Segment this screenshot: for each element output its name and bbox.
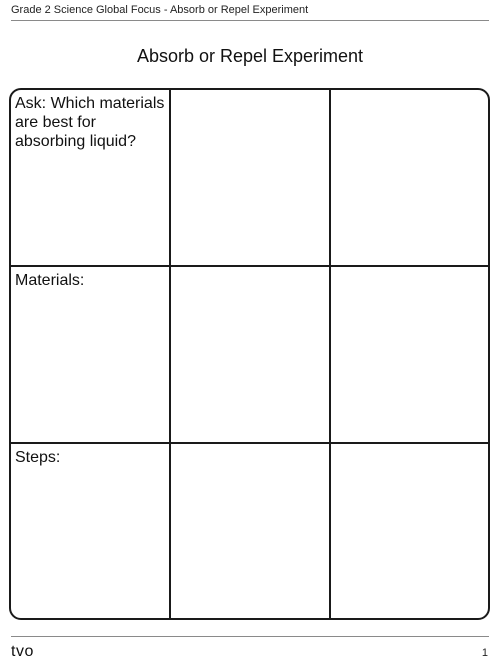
footer-divider xyxy=(11,636,489,637)
steps-response-cell-1[interactable] xyxy=(171,444,331,618)
ask-label-line-1: Ask: Which materials xyxy=(15,95,165,112)
tvo-logo: tvo xyxy=(11,643,34,660)
ask-label xyxy=(15,94,165,151)
steps-response-cell-2[interactable] xyxy=(331,444,488,618)
ask-label-line-2: are best for xyxy=(15,114,96,131)
materials-response-cell-2[interactable] xyxy=(331,267,488,444)
worksheet-grid xyxy=(9,88,490,620)
page-title: Absorb or Repel Experiment xyxy=(136,46,364,66)
running-title: Grade 2 Science Global Focus - Absorb or Repel Experiment xyxy=(11,4,309,16)
steps-label-cell xyxy=(11,444,171,618)
ask-label-cell xyxy=(11,90,171,267)
steps-label-line-1: Steps: xyxy=(15,449,61,466)
ask-response-cell-1[interactable] xyxy=(171,90,331,267)
steps-label xyxy=(15,448,165,467)
page-number: 1 xyxy=(481,647,488,659)
materials-label-line-1: Materials: xyxy=(15,272,85,289)
ask-response-cell-2[interactable] xyxy=(331,90,488,267)
header-divider xyxy=(11,20,489,21)
materials-label xyxy=(15,271,165,290)
materials-label-cell xyxy=(11,267,171,444)
materials-response-cell-1[interactable] xyxy=(171,267,331,444)
ask-label-line-3: absorbing liquid? xyxy=(15,133,136,150)
